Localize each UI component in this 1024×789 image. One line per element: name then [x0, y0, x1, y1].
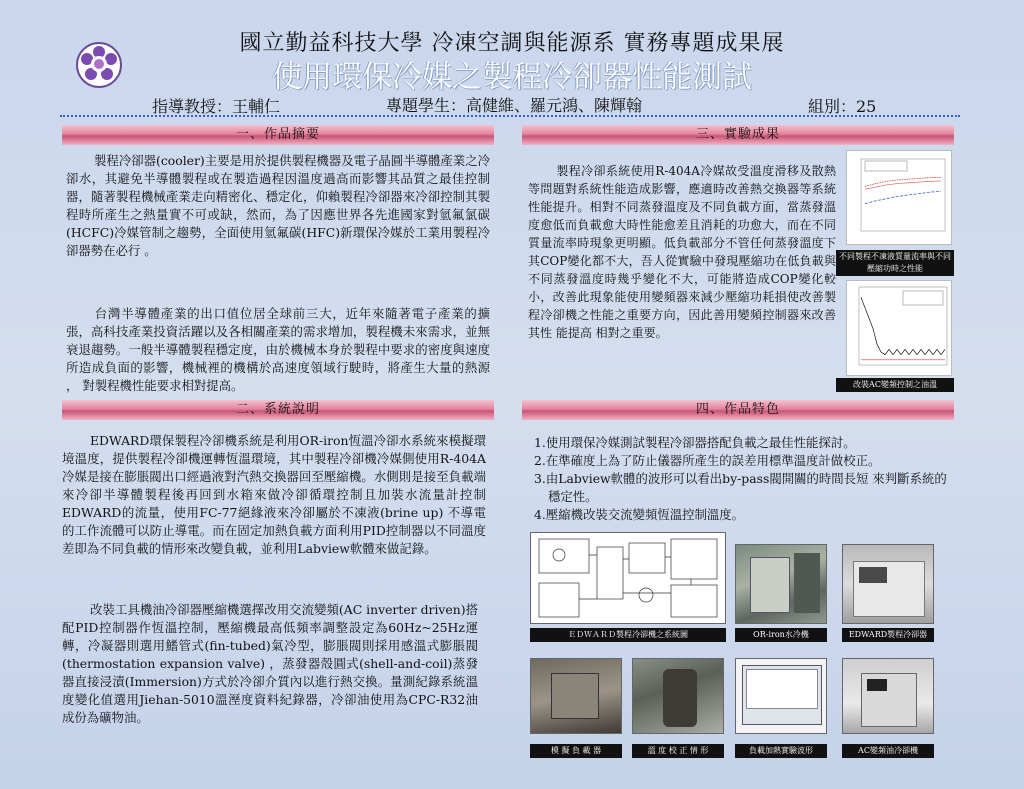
- poster-institution-title: 國立勤益科技大學 冷凍空調與能源系 實務專題成果展: [239, 31, 785, 56]
- chart2-series-line: [861, 297, 945, 354]
- feature-item: 2.在準確度上為了防止儀器所產生的誤差用標準溫度計做校正。: [534, 453, 881, 468]
- features-list: [534, 434, 952, 524]
- caption-load-waveform: 負載加熱實驗波形: [735, 744, 827, 758]
- or-iron-chiller-photo: [735, 544, 827, 624]
- feature-item: 4.壓縮機改裝交流變頻恆溫控制溫度。: [534, 507, 745, 522]
- system-diagram-svg: [531, 533, 726, 624]
- system-paragraph-1: [62, 432, 486, 558]
- abstract-text-2: 台灣半導體產業的出口值位居全球前三大，近年來隨著電子產業的擴張，高科技產業投資活躍以及各相關產業的需求增加，製程機未來需求，並無衰退趨勢。一般半導體製程穩定度，由於機械本身於製程中要求的密度與速度所造成負面的影響，機械裡的機構於高速度領域行駛時，將產生大量的熱源 ， 對製程機性能要求相對提高。: [66, 306, 490, 393]
- svg-text:·: ·: [541, 533, 543, 538]
- performance-chart-svg: [847, 151, 951, 244]
- caption-edward-chiller: EDWARD製程冷卻器: [842, 628, 934, 642]
- load-simulator-photo: [530, 658, 622, 734]
- caption-system-diagram: ＥＤＷＡＲＤ製程冷卻機之系統圖: [530, 628, 726, 642]
- advisor-label: 指導教授：王輔仁: [152, 97, 281, 116]
- section-abstract-header: 一、作品摘要: [62, 125, 494, 145]
- header-divider: [60, 115, 960, 117]
- performance-chart: [846, 150, 952, 245]
- feature-item: 1.使用環保冷媒測試製程冷卻器搭配負載之最佳性能探討。: [534, 435, 856, 450]
- ac-inverter-cooler-photo: [842, 658, 934, 734]
- feature-item: 3.由Labview軟體的波形可以看出by-pass閥開關的時間長短 來判斷系統的穩定性。: [534, 471, 947, 504]
- abstract-text-1: 製程冷卻器(cooler)主要是用於提供製程機器及電子晶圓半導體產業之冷卻水，其避免半導體製程或在製造過程因溫度過高而影響其品質之最佳控制器，隨著製程機械產業走向精密化、穩定化，仰賴製程冷卻器來冷卻控制其製程時所產生之熱量實不可或缺，然而，為了因應世界各先進國家對氫氟氯碳(HCFC)冷媒管制之趨勢，全面使用氫氟碳(HFC)新環保冷媒於工業用製程冷卻器勢在必行 。: [66, 153, 490, 258]
- caption-or-iron: OR-iron水冷機: [735, 628, 827, 642]
- section-results-header: 三、實驗成果: [522, 125, 954, 145]
- system-paragraph-2: [62, 601, 478, 727]
- calibration-photo: [632, 658, 724, 734]
- abstract-paragraph-1: [66, 152, 490, 260]
- students-label: 專題學生：高健維、羅元鴻、陳輝翰: [386, 96, 643, 115]
- caption-load-simulator: 模 擬 負 載 器: [530, 744, 622, 758]
- results-text: 製程冷卻系統使用R-404A冷媒故受溫度滑移及散熱等問題對系統性能造成影響，應適時改善熱交換器等系統性能提升。相對不同蒸發溫度及不同負載方面，當蒸發溫度愈低而負載愈大時性能愈差且消耗的功愈大，而在不同質量流率時現象更明顯。低負載部分不管任何蒸發溫度下其COP變化都不大，吾人從實驗中發現壓縮功在低負載與不同蒸發溫度時幾乎變化不大，可能將造成COP變化較小，改善此現象能使用變頻器來減少壓縮功耗損使改善製程冷卻機之性能之重要方向，因此善用變頻控制器來改善其性 能提高 相對之重要。: [528, 164, 836, 340]
- chart1-series-line: [865, 191, 941, 203]
- results-paragraph: [528, 162, 836, 342]
- edward-chiller-photo: [842, 544, 934, 624]
- system-text-1: EDWARD環保製程冷卻機系統是利用OR-iron恆溫冷卻水系統來模擬環境溫度，提供製程冷卻機運轉恆溫環境，其中製程冷卻機冷媒側使用R-404A冷媒是接在膨脹閥出口經過液對汽熱交換器回至壓縮機。水側則是接至負載端來冷卻半導體製程後再回到水箱來做冷卻循環控制且加裝水流量計控制EDWARD的流量，使用FC-77絕緣液來冷卻屬於不凍液(brine up) 不導電的工作流體可以防止導電。而在固定加熱負載方面利用PID控制器以不同溫度差即為不同負載的情形來改變負載，並利用Labview軟體來做記錄。: [62, 433, 486, 556]
- chart-caption-performance: 不同製程不凍液質量流率與不同壓縮功時之性能: [836, 250, 954, 276]
- caption-ac-inverter: AC變頻油冷卻機: [842, 744, 934, 758]
- project-title: 使用環保冷媒之製程冷卻器性能測試: [272, 60, 752, 95]
- abstract-paragraph-2: [66, 305, 490, 395]
- section-system-header: 二、系統說明: [62, 400, 494, 420]
- caption-calibration: 溫 度 校 正 情 形: [632, 744, 724, 758]
- system-diagram-figure: [530, 532, 726, 624]
- system-text-2: 改裝工具機油冷卻器壓縮機選擇改用交流變頻(AC inverter driven)搭配PID控制器作恆溫控制，壓縮機最高低頻率調整設定為60Hz~25Hz運轉，冷凝器則選用鰭管式(fin-tubed)氣冷型，膨脹閥則採用感溫式膨脹閥(thermostation expansion valve) ，蒸發器殼圓式(shell-and-coil)蒸發器直接浸漬(Immersion)方式於冷卻介質內以進行熱交換。量測紀錄系統溫度變化值選用Jiehan-5010溫溼度資料紀錄器，冷卻油使用為CPC-R32油成份為礦物油。: [62, 602, 478, 725]
- oil-temperature-chart: [846, 280, 952, 376]
- chart1-series-line: [865, 181, 941, 189]
- oil-temperature-chart-svg: [847, 281, 951, 375]
- chart1-series-line: [865, 177, 941, 186]
- group-number: 組別：25: [808, 97, 877, 116]
- load-waveform-figure: [735, 658, 827, 734]
- section-features-header: 四、作品特色: [522, 400, 954, 420]
- chart-caption-oil-temp: 改裝AC變頻控制之油溫: [836, 378, 954, 392]
